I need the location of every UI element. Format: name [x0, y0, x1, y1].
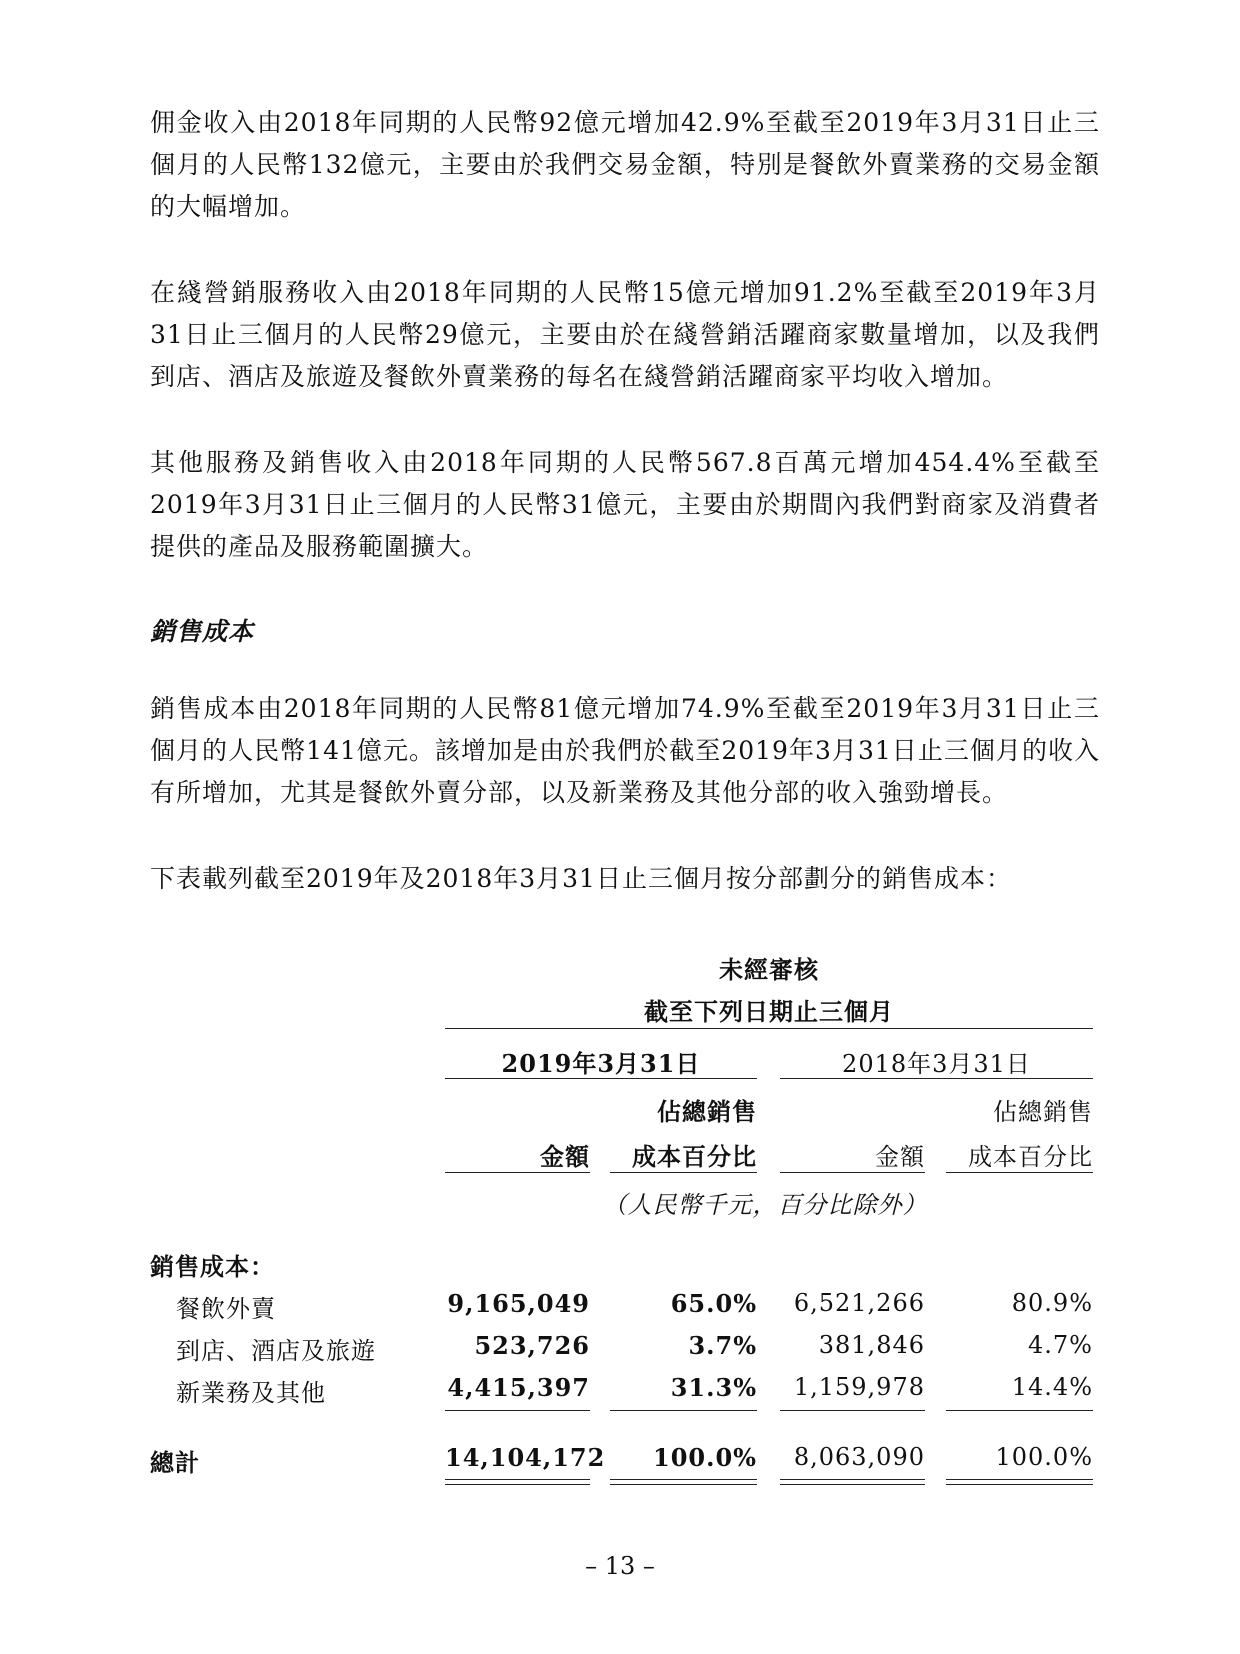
total-pct-2018: 100.0%	[995, 1443, 1093, 1471]
paragraph-table-intro: 下表載列截至2019年及2018年3月31日止三個月按分部劃分的銷售成本：	[150, 864, 1012, 893]
total-double-underline	[780, 1479, 925, 1485]
row-amount-2019: 4,415,397	[447, 1373, 590, 1402]
header-period: 截至下列日期止三個月	[644, 998, 894, 1026]
subtotal-divider	[445, 1410, 590, 1411]
row-amount-2019: 523,726	[474, 1331, 590, 1360]
total-amount-2018: 8,063,090	[793, 1443, 925, 1471]
col-pct-2018-line1: 佔總銷售	[993, 1098, 1093, 1126]
header-year-2019: 2019年3月31日	[501, 1049, 701, 1078]
unit-note: （人民幣千元，百分比除外）	[602, 1191, 928, 1219]
header-divider	[445, 1028, 1093, 1029]
subtotal-divider	[610, 1410, 757, 1411]
row-amount-2018: 381,846	[818, 1331, 925, 1359]
header-unaudited: 未經審核	[719, 956, 819, 984]
col-pct-2019-divider	[610, 1172, 757, 1173]
row-label: 新業務及其他	[176, 1379, 326, 1407]
header-year-2018: 2018年3月31日	[842, 1050, 1031, 1078]
paragraph-commission-revenue: 佣金收入由2018年同期的人民幣92億元增加42.9%至截至2019年3月31日止三個月的人民幣132億元，主要由於我們交易金額，特別是餐飲外賣業務的交易金額的大幅增加。	[150, 108, 1100, 221]
col-amount-2019: 金額	[540, 1143, 590, 1171]
year-2018-divider	[780, 1078, 1093, 1079]
row-pct-2018: 80.9%	[1011, 1289, 1093, 1317]
year-2019-divider	[445, 1078, 757, 1079]
row-amount-2018: 6,521,266	[793, 1289, 925, 1317]
col-amount-2018-divider	[780, 1172, 925, 1173]
paragraph-cost-of-revenues: 銷售成本由2018年同期的人民幣81億元增加74.9%至截至2019年3月31日止三個月的人民幣141億元。該增加是由於我們於截至2019年3月31日止三個月的收入有所增加，尤其是餐飲外賣分部，以及新業務及其他分部的收入強勁增長。	[150, 694, 1100, 807]
row-pct-2018: 14.4%	[1011, 1373, 1093, 1401]
total-pct-2019: 100.0%	[653, 1443, 757, 1472]
paragraph-online-marketing-revenue: 在綫營銷服務收入由2018年同期的人民幣15億元增加91.2%至截至2019年3月31日止三個月的人民幣29億元，主要由於在綫營銷活躍商家數量增加，以及我們到店、酒店及旅遊及餐飲外賣業務的每名在綫營銷活躍商家平均收入增加。	[150, 278, 1100, 391]
row-pct-2019: 65.0%	[670, 1289, 757, 1318]
col-pct-2018-line2: 成本百分比	[968, 1143, 1093, 1171]
subtotal-divider	[780, 1410, 925, 1411]
row-label: 到店、酒店及旅遊	[176, 1337, 376, 1365]
page-number: – 13 –	[585, 1552, 655, 1580]
table-section-label: 銷售成本：	[150, 1253, 275, 1281]
row-amount-2019: 9,165,049	[447, 1289, 590, 1318]
subtotal-divider	[946, 1410, 1093, 1411]
row-label: 餐飲外賣	[176, 1295, 276, 1323]
total-label: 總計	[150, 1449, 200, 1477]
row-pct-2018: 4.7%	[1028, 1331, 1093, 1359]
total-amount-2019: 14,104,172	[445, 1443, 606, 1472]
total-double-underline	[445, 1479, 590, 1485]
total-double-underline	[610, 1479, 757, 1485]
paragraph-other-services-revenue: 其他服務及銷售收入由2018年同期的人民幣567.8百萬元增加454.4%至截至2019年3月31日止三個月的人民幣31億元，主要由於期間內我們對商家及消費者提供的產品及服務範圍擴大。	[150, 448, 1100, 561]
section-heading-cost-of-revenues: 銷售成本	[150, 617, 255, 646]
col-amount-2018: 金額	[875, 1143, 925, 1171]
row-pct-2019: 31.3%	[670, 1373, 757, 1402]
col-pct-2019-line2: 成本百分比	[632, 1143, 757, 1171]
col-amount-2019-divider	[445, 1172, 590, 1173]
col-pct-2019-line1: 佔總銷售	[657, 1098, 757, 1126]
total-double-underline	[946, 1479, 1093, 1485]
row-pct-2019: 3.7%	[688, 1331, 757, 1360]
row-amount-2018: 1,159,978	[793, 1373, 925, 1401]
col-pct-2018-divider	[946, 1172, 1093, 1173]
